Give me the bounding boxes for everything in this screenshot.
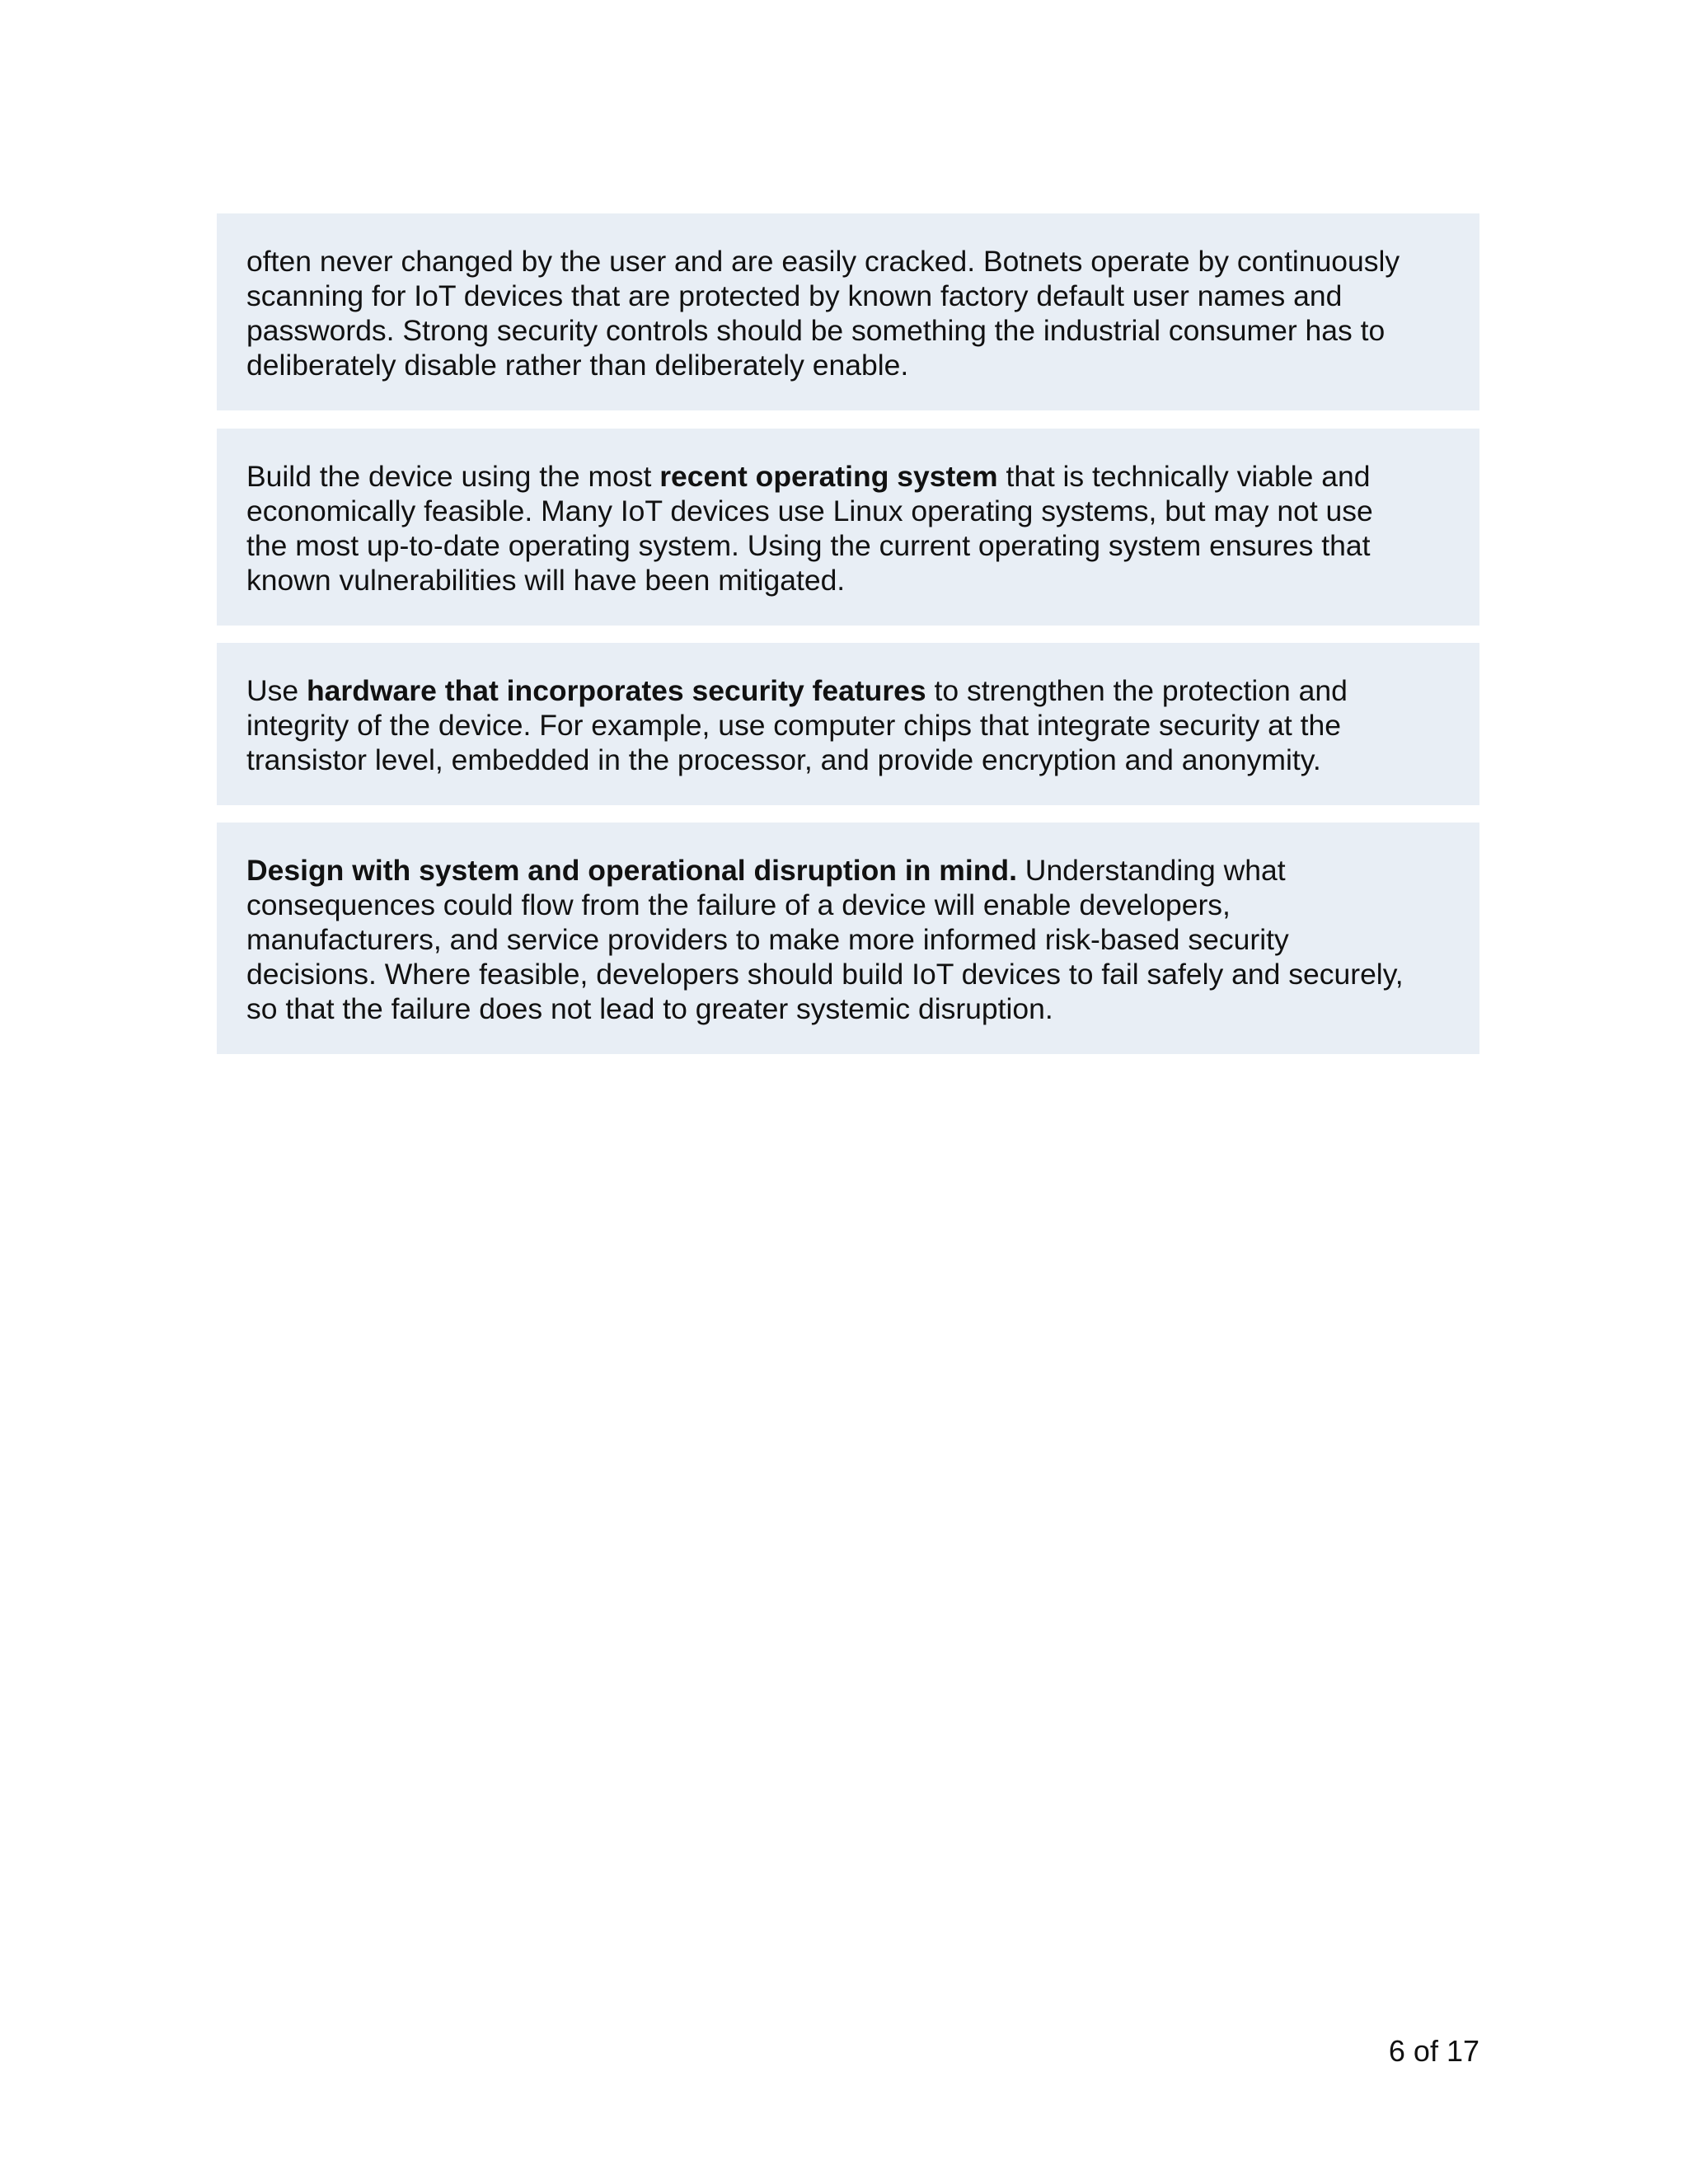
line: passwords. Strong security controls should be something the industrial consumer has to bbox=[246, 314, 1386, 347]
paragraph-operating-system bbox=[246, 459, 1450, 598]
line: decisions. Where feasible, developers should build IoT devices to fail safely and securely, bbox=[246, 958, 1404, 991]
text: that is technically viable and bbox=[997, 460, 1371, 493]
paragraph-hardware-security bbox=[246, 673, 1450, 777]
line: the most up-to-date operating system. Using the current operating system ensures that bbox=[246, 529, 1371, 562]
callout-box-hardware-security bbox=[217, 643, 1479, 805]
line: consequences could flow from the failure of a device will enable developers, bbox=[246, 888, 1231, 921]
paragraph-default-credentials bbox=[246, 244, 1450, 382]
line: manufacturers, and service providers to make more informed risk-based security bbox=[246, 923, 1289, 956]
bold-phrase: Design with system and operational disruption in mind. bbox=[246, 854, 1017, 887]
bold-phrase: hardware that incorporates security features bbox=[307, 674, 926, 707]
callout-box-default-credentials bbox=[217, 213, 1479, 410]
paragraph-disruption-design bbox=[246, 853, 1450, 1026]
line: often never changed by the user and are easily cracked. Botnets operate by continuously bbox=[246, 245, 1400, 278]
text: Understanding what bbox=[1016, 854, 1286, 887]
line: economically feasible. Many IoT devices use Linux operating systems, but may not use bbox=[246, 494, 1373, 527]
line: deliberately disable rather than deliberately enable. bbox=[246, 349, 909, 382]
callout-box-disruption-design bbox=[217, 823, 1479, 1054]
text: to strengthen the protection and bbox=[926, 674, 1348, 707]
text: Build the device using the most bbox=[246, 460, 660, 493]
line: known vulnerabilities will have been mitigated. bbox=[246, 564, 846, 597]
line: transistor level, embedded in the processor, and provide encryption and anonymity. bbox=[246, 743, 1321, 776]
bold-phrase: recent operating system bbox=[659, 460, 998, 493]
line: scanning for IoT devices that are protected by known factory default user names and bbox=[246, 279, 1343, 312]
callout-box-operating-system bbox=[217, 429, 1479, 626]
text: Use bbox=[246, 674, 307, 707]
line: integrity of the device. For example, use computer chips that integrate security at the bbox=[246, 709, 1341, 742]
line: so that the failure does not lead to greater systemic disruption. bbox=[246, 992, 1053, 1025]
page-number: 6 of 17 bbox=[1388, 2034, 1479, 2068]
